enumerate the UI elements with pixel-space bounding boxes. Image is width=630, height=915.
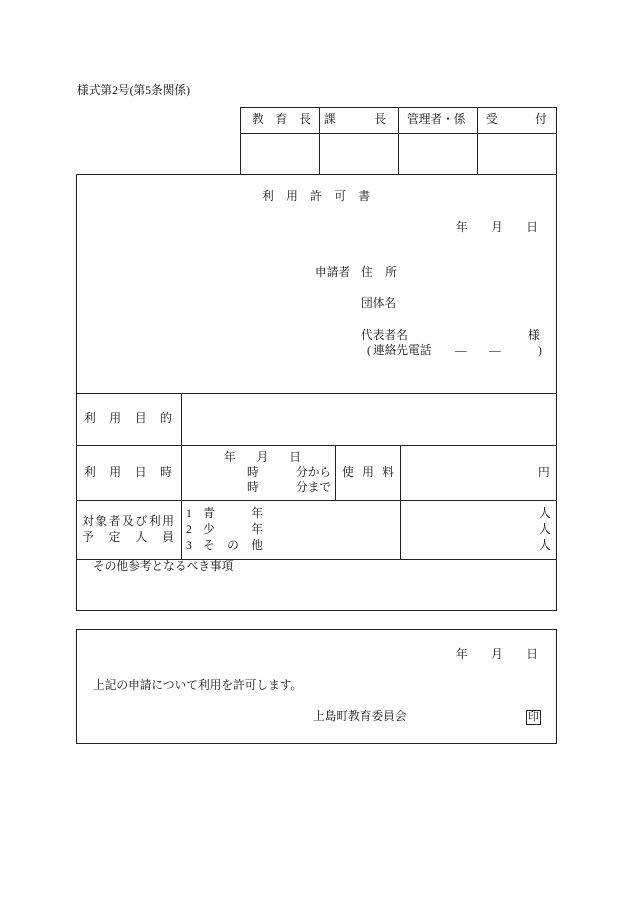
fee-label-divider (335, 445, 336, 500)
participants-label-line-1: 対 象 者 及 び 利 用 (82, 515, 174, 528)
end-minute-unit: 分まで (296, 481, 332, 494)
stamp-header-manager: 管理者・係 (407, 113, 466, 126)
application-date: 年 月 日 (456, 221, 538, 234)
participant-unit: 人 (539, 507, 551, 520)
participant-number: 1 (186, 507, 192, 520)
phone-close-paren: ) (538, 344, 542, 357)
participant-unit: 人 (539, 539, 551, 552)
participant-category: 青 年 (203, 507, 263, 520)
notes-label: その他参考となるべき事項 (93, 560, 234, 573)
purpose-field (182, 394, 556, 445)
permit-title: 利 用 許 可 書 (262, 190, 370, 203)
participant-category: そ の 他 (203, 539, 263, 552)
seal-mark: 印 (528, 711, 539, 723)
fee-label: 使 用 料 (342, 466, 394, 479)
participants-label-line-2: 予 定 人 員 (82, 531, 174, 544)
fee-unit: 円 (538, 466, 550, 479)
row-divider (76, 500, 557, 501)
participant-category: 少 年 (203, 523, 263, 536)
representative-label: 代表者名 (361, 329, 408, 342)
participant-number: 2 (186, 523, 192, 536)
phone-open-paren: ( (367, 344, 371, 357)
stamp-header-reception: 受 付 (486, 113, 547, 126)
start-hour-unit: 時 (247, 466, 259, 479)
row-divider (76, 445, 557, 446)
phone-separator: — (455, 344, 467, 357)
group-name-label: 団体名 (361, 297, 397, 310)
address-label: 住 所 (361, 266, 397, 279)
form-label: 様式第2号(第5条関係) (77, 84, 190, 97)
phone-separator: — (489, 344, 501, 357)
stamp-header-superintendent: 教 育 長 (252, 113, 311, 126)
approval-message: 上記の申請について利用を許可します。 (93, 679, 303, 692)
participant-number: 3 (186, 539, 192, 552)
value-column-divider (400, 445, 401, 559)
stamp-table-divider (556, 107, 557, 174)
stamp-header-section-chief: 課 長 (324, 113, 386, 126)
end-hour-unit: 時 (247, 481, 259, 494)
datetime-label: 利 用 日 時 (84, 466, 172, 479)
stamp-box-reception (478, 134, 556, 174)
approval-date: 年 月 日 (456, 648, 538, 661)
phone-label: 連絡先電話 (373, 344, 432, 357)
start-minute-unit: 分から (296, 466, 332, 479)
honorific: 様 (528, 329, 540, 342)
purpose-label: 利 用 目 的 (84, 412, 172, 425)
stamp-box-superintendent (241, 134, 319, 174)
applicant-label: 申請者 (315, 266, 351, 279)
usage-date: 年 月 日 (224, 451, 301, 464)
participant-unit: 人 (539, 523, 551, 536)
stamp-box-section-chief (320, 134, 398, 174)
issuer-name: 上島町教育委員会 (313, 710, 407, 723)
stamp-box-manager (399, 134, 477, 174)
